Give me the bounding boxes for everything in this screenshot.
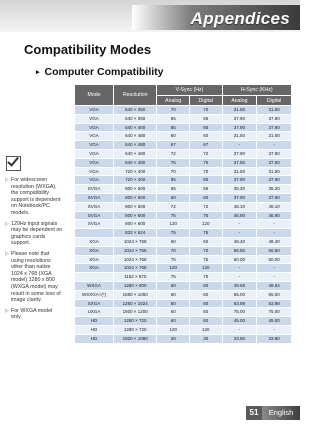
cell-h-digital: -: [257, 325, 292, 334]
cell-resolution: 1152 × 870: [114, 273, 157, 282]
cell-v-analog: 70: [157, 167, 190, 176]
cell-h-analog: 45.00: [222, 317, 257, 326]
cell-h-analog: -: [222, 229, 257, 238]
header-v-analog: Analog: [157, 96, 190, 106]
cell-mode: VGA: [75, 114, 114, 123]
table-row: [75, 317, 292, 326]
cell-v-analog: 60: [157, 299, 190, 308]
cell-resolution: 800 × 600: [114, 185, 157, 194]
cell-h-analog: -: [222, 273, 257, 282]
cell-v-digital: 60: [189, 132, 222, 141]
cell-mode: UXGA: [75, 308, 114, 317]
cell-v-analog: 72: [157, 149, 190, 158]
table-row: [75, 185, 292, 194]
table-row: [75, 211, 292, 220]
cell-h-analog: 65.00: [222, 290, 257, 299]
table-row: [75, 281, 292, 290]
cell-v-analog: 70: [157, 246, 190, 255]
subsection-title: Computer Compatibility: [44, 66, 164, 78]
cell-v-digital: 60: [189, 281, 222, 290]
cell-h-digital: 37.90: [257, 114, 292, 123]
cell-h-analog: 56.50: [222, 246, 257, 255]
cell-v-analog: 60: [157, 281, 190, 290]
cell-resolution: 640 × 350: [114, 106, 157, 115]
cell-h-digital: 33.80: [257, 334, 292, 343]
cell-v-digital: 85: [189, 176, 222, 185]
cell-resolution: 640 × 480: [114, 158, 157, 167]
cell-mode: VGA: [75, 176, 114, 185]
cell-v-analog: 75: [157, 229, 190, 238]
table-row: [75, 202, 292, 211]
cell-resolution: 1024 × 768: [114, 237, 157, 246]
table-row: [75, 114, 292, 123]
cell-v-digital: 120: [189, 220, 222, 229]
cell-h-analog: 37.90: [222, 176, 257, 185]
cell-mode: XGA: [75, 255, 114, 264]
cell-h-digital: -: [257, 229, 292, 238]
note-item: [5, 308, 63, 321]
triangle-bullet-icon: ▷: [5, 177, 9, 183]
cell-resolution: 640 × 350: [114, 114, 157, 123]
cell-h-analog: 37.90: [222, 193, 257, 202]
header-v-sync: V-Sync (Hz): [157, 85, 222, 96]
note-item: [5, 251, 63, 304]
cell-mode: SVGA: [75, 220, 114, 229]
cell-v-digital: 30: [189, 334, 222, 343]
cell-h-analog: 31.50: [222, 106, 257, 115]
cell-resolution: 800 × 600: [114, 193, 157, 202]
table-row: [75, 176, 292, 185]
cell-resolution: 832 × 624: [114, 229, 157, 238]
cell-h-analog: 31.50: [222, 132, 257, 141]
cell-v-digital: 60: [189, 299, 222, 308]
cell-v-digital: 120: [189, 325, 222, 334]
cell-h-analog: 46.90: [222, 211, 257, 220]
cell-v-analog: 75: [157, 211, 190, 220]
cell-v-digital: 72: [189, 149, 222, 158]
cell-mode: VGA: [75, 158, 114, 167]
cell-h-digital: 31.50: [257, 132, 292, 141]
cell-v-digital: 75: [189, 255, 222, 264]
cell-v-digital: 72: [189, 202, 222, 211]
cell-v-digital: 70: [189, 167, 222, 176]
notes-sidebar: [5, 156, 63, 325]
triangle-bullet-icon: ▷: [5, 307, 9, 314]
cell-h-digital: 49.64: [257, 281, 292, 290]
cell-mode: VGA: [75, 106, 114, 115]
cell-v-analog: 85: [157, 123, 190, 132]
note-text: For widescreen resolution (WXGA), the compatibility support is dependent on Notebook/PC models.: [11, 177, 61, 216]
cell-resolution: 720 × 400: [114, 167, 157, 176]
table-row: [75, 167, 292, 176]
cell-resolution: 1600 × 1200: [114, 308, 157, 317]
cell-h-analog: 49.68: [222, 281, 257, 290]
cell-mode: HD: [75, 317, 114, 326]
cell-v-digital: 75: [189, 273, 222, 282]
cell-h-digital: 65.00: [257, 290, 292, 299]
table-row: [75, 123, 292, 132]
note-text: 120Hz input signals may be dependent on graphics cards support.: [11, 220, 63, 247]
cell-v-analog: 72: [157, 202, 190, 211]
cell-resolution: 640 × 480: [114, 149, 157, 158]
cell-v-digital: 70: [189, 106, 222, 115]
cell-mode: SVGA: [75, 193, 114, 202]
cell-mode: SXGA: [75, 299, 114, 308]
cell-v-analog: 85: [157, 114, 190, 123]
cell-h-digital: 75.00: [257, 308, 292, 317]
table-row: [75, 237, 292, 246]
cell-h-analog: 48.40: [222, 237, 257, 246]
cell-mode: XGA: [75, 246, 114, 255]
cell-v-digital: 70: [189, 246, 222, 255]
cell-mode: HD: [75, 325, 114, 334]
cell-mode: XGA: [75, 264, 114, 273]
triangle-bullet-icon: ▷: [5, 220, 9, 227]
cell-h-digital: 45.00: [257, 317, 292, 326]
cell-h-analog: 37.90: [222, 114, 257, 123]
cell-v-analog: 70: [157, 106, 190, 115]
cell-mode: [75, 273, 114, 282]
cell-mode: [75, 229, 114, 238]
cell-mode: VGA: [75, 123, 114, 132]
cell-resolution: 1680 × 1050: [114, 290, 157, 299]
cell-resolution: 800 × 600: [114, 220, 157, 229]
cell-v-analog: 67: [157, 141, 190, 150]
triangle-bullet-icon: ▸: [36, 69, 40, 76]
cell-mode: XGA: [75, 237, 114, 246]
cell-v-digital: 56: [189, 185, 222, 194]
cell-h-digital: -: [257, 273, 292, 282]
cell-v-digital: 60: [189, 193, 222, 202]
cell-mode: SVGA: [75, 185, 114, 194]
cell-v-digital: 60: [189, 237, 222, 246]
table-row: [75, 158, 292, 167]
cell-h-digital: 35.20: [257, 185, 292, 194]
table-row: [75, 246, 292, 255]
table-row: [75, 308, 292, 317]
cell-v-analog: 85: [157, 176, 190, 185]
cell-h-digital: 46.90: [257, 211, 292, 220]
cell-resolution: 1280 × 800: [114, 281, 157, 290]
note-item: [5, 177, 63, 217]
header-v-digital: Digital: [189, 96, 222, 106]
cell-resolution: 1024 × 768: [114, 246, 157, 255]
cell-v-analog: 120: [157, 325, 190, 334]
cell-resolution: 1280 × 720: [114, 325, 157, 334]
cell-h-analog: 60.00: [222, 255, 257, 264]
cell-v-digital: 120: [189, 264, 222, 273]
cell-mode: WSXGA+(*): [75, 290, 114, 299]
cell-mode: HD: [75, 334, 114, 343]
cell-h-digital: 37.90: [257, 123, 292, 132]
table-row: [75, 220, 292, 229]
table-row: [75, 255, 292, 264]
cell-h-analog: 37.90: [222, 123, 257, 132]
cell-h-digital: 56.50: [257, 246, 292, 255]
cell-h-analog: 63.98: [222, 299, 257, 308]
triangle-bullet-icon: ▷: [5, 250, 9, 257]
cell-v-analog: 60: [157, 290, 190, 299]
table-row: [75, 132, 292, 141]
page-number: 51: [246, 406, 262, 420]
cell-v-analog: 75: [157, 273, 190, 282]
cell-h-analog: 31.50: [222, 167, 257, 176]
cell-h-digital: 37.90: [257, 149, 292, 158]
cell-v-analog: 75: [157, 255, 190, 264]
header-h-digital: Digital: [257, 96, 292, 106]
table-row: [75, 299, 292, 308]
note-text: For WXGA model only.: [11, 307, 53, 321]
cell-h-digital: -: [257, 141, 292, 150]
table-row: [75, 290, 292, 299]
cell-mode: VGA: [75, 167, 114, 176]
checkmark-icon: [6, 156, 21, 171]
cell-v-analog: 56: [157, 185, 190, 194]
header-mode: Mode: [75, 85, 114, 106]
cell-h-digital: 60.00: [257, 255, 292, 264]
cell-v-analog: 120: [157, 220, 190, 229]
cell-h-analog: 48.10: [222, 202, 257, 211]
cell-resolution: 1920 × 1080: [114, 334, 157, 343]
cell-h-analog: -: [222, 325, 257, 334]
cell-h-digital: -: [257, 220, 292, 229]
table-row: [75, 141, 292, 150]
table-row: [75, 193, 292, 202]
cell-resolution: 800 × 600: [114, 202, 157, 211]
cell-resolution: 640 × 480: [114, 132, 157, 141]
cell-v-analog: 60: [157, 193, 190, 202]
header-h-sync: H-Sync (KHz): [222, 85, 291, 96]
header-h-analog: Analog: [222, 96, 257, 106]
cell-h-analog: -: [222, 264, 257, 273]
cell-mode: VGA: [75, 149, 114, 158]
cell-h-analog: 75.00: [222, 308, 257, 317]
table-row: [75, 273, 292, 282]
cell-resolution: 1280 × 720: [114, 317, 157, 326]
table-row: [75, 334, 292, 343]
cell-resolution: 640 × 480: [114, 141, 157, 150]
cell-mode: VGA: [75, 132, 114, 141]
cell-v-digital: 60: [189, 308, 222, 317]
note-text: Please note that using resolutions other than native 1024 x 768 (XGA model) 1280 x 800 (WXGA model) may result in some loss of image clarity.: [11, 250, 61, 304]
cell-v-digital: 60: [189, 317, 222, 326]
table-row: [75, 149, 292, 158]
table-row: [75, 264, 292, 273]
cell-h-digital: 37.90: [257, 193, 292, 202]
cell-h-digital: -: [257, 264, 292, 273]
cell-h-digital: 37.50: [257, 158, 292, 167]
table-body: [75, 106, 292, 344]
cell-h-digital: 48.10: [257, 202, 292, 211]
cell-v-analog: 60: [157, 317, 190, 326]
cell-resolution: 1024 × 768: [114, 264, 157, 273]
compatibility-table: [74, 84, 292, 344]
cell-h-analog: 33.80: [222, 334, 257, 343]
header-bar: [132, 5, 300, 30]
table-row: [75, 229, 292, 238]
cell-h-digital: 31.50: [257, 106, 292, 115]
cell-v-analog: 60: [157, 132, 190, 141]
cell-resolution: 720 × 400: [114, 176, 157, 185]
cell-h-analog: 37.50: [222, 158, 257, 167]
cell-h-analog: -: [222, 141, 257, 150]
table-row: [75, 106, 292, 115]
cell-mode: WXGA: [75, 281, 114, 290]
cell-v-analog: 60: [157, 308, 190, 317]
cell-resolution: 800 × 600: [114, 211, 157, 220]
cell-v-digital: 75: [189, 229, 222, 238]
cell-v-digital: 60: [189, 290, 222, 299]
cell-resolution: 1024 × 768: [114, 255, 157, 264]
cell-v-digital: 85: [189, 123, 222, 132]
subsection-heading: [36, 66, 164, 78]
cell-v-analog: 75: [157, 158, 190, 167]
cell-v-analog: 30: [157, 334, 190, 343]
cell-h-analog: 35.20: [222, 185, 257, 194]
section-title: Compatibility Modes: [24, 42, 152, 57]
cell-h-digital: 48.40: [257, 237, 292, 246]
cell-mode: VGA: [75, 141, 114, 150]
cell-v-analog: 120: [157, 264, 190, 273]
cell-mode: SVGA: [75, 211, 114, 220]
cell-resolution: 1280 × 1024: [114, 299, 157, 308]
cell-v-digital: 75: [189, 158, 222, 167]
cell-h-digital: 31.50: [257, 167, 292, 176]
header-resolution: Resolution: [114, 85, 157, 106]
cell-v-digital: 75: [189, 211, 222, 220]
cell-v-analog: 60: [157, 237, 190, 246]
cell-h-digital: 63.98: [257, 299, 292, 308]
cell-h-analog: -: [222, 220, 257, 229]
cell-v-digital: 67: [189, 141, 222, 150]
table-row: [75, 325, 292, 334]
cell-resolution: 640 × 400: [114, 123, 157, 132]
cell-mode: SVGA: [75, 202, 114, 211]
language-label: English: [262, 406, 300, 420]
note-item: [5, 221, 63, 247]
chapter-title: Appendices: [190, 9, 290, 28]
cell-h-digital: 37.90: [257, 176, 292, 185]
cell-h-analog: 37.90: [222, 149, 257, 158]
cell-v-digital: 85: [189, 114, 222, 123]
